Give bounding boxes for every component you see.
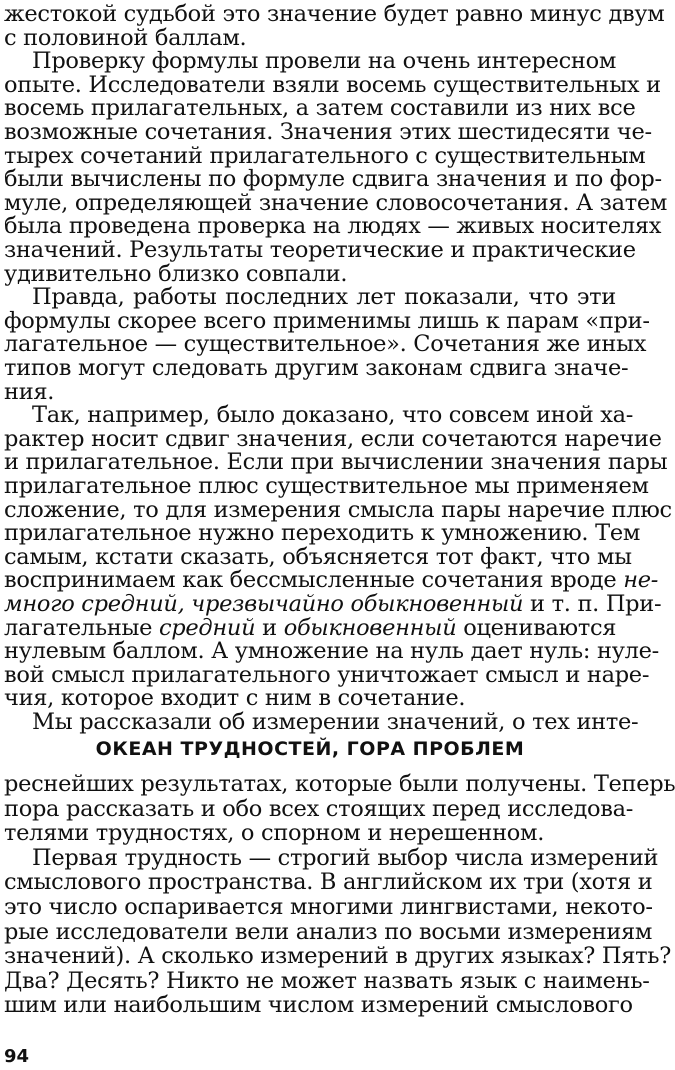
text-line: возможные сочетания. Значения этих шестидесяти че- — [4, 119, 652, 145]
text-line: Первая трудность — строгий выбор числа измерений — [32, 844, 659, 871]
text-line: были вычислены по формуле сдвига значения и по фор- — [4, 166, 662, 193]
text-line: муле, определяющей значение словосочетания. А затем — [4, 189, 668, 216]
text-line: нулевым баллом. А умножение на нуль дает нуль: нуле- — [4, 638, 659, 665]
text-line: типов могут следовать другим законам сдвига значе- — [4, 355, 629, 381]
text-line: формулы скорее всего применимы лишь к парам «при- — [4, 307, 650, 334]
italic-run: не- — [623, 567, 659, 594]
text-line: рактер носит сдвиг значения, если сочетаются наречие — [4, 425, 662, 452]
text-line: Так, например, было доказано, что совсем иной ха- — [32, 402, 634, 429]
text-line: вой смысл прилагательного уничтожает смысл и наре- — [4, 661, 650, 688]
text-line: с половиной баллам. — [4, 24, 247, 51]
text-line: прилагательное нужно переходить к умножению. Тем — [4, 520, 641, 547]
text-line: Мы рассказали об измерении значений, о тех инте- — [32, 709, 639, 735]
text-line: пора рассказать и обо всех стоящих перед исследова- — [4, 795, 634, 822]
text-run: и — [255, 614, 284, 641]
italic-run: обыкновенный — [283, 614, 457, 641]
text-line: реснейших результатах, которые были получены. Теперь — [4, 771, 675, 797]
text-line: опыте. Исследователи взяли восемь существительных и — [4, 71, 661, 98]
italic-run: средний — [159, 614, 256, 641]
text-line: Два? Десять? Никто не может назвать язык с наимень- — [4, 967, 650, 994]
text-line: Проверку формулы провели на очень интересном — [32, 48, 617, 75]
text-line: Правда, работы последних лет показали, что эти — [32, 284, 616, 311]
text-line: и прилагательное. Если при вычислении значения пары — [4, 449, 668, 476]
text-line: сложение, то для измерения смысла пары наречие плюс — [4, 496, 672, 523]
text-line: значений. Результаты теоретические и практические — [4, 237, 636, 263]
text-line: значений). А сколько измерений в других языках? Пять? — [4, 943, 671, 970]
text-line: тырех сочетаний прилагательного с существительным — [4, 142, 646, 169]
text-line: восемь прилагательных, а затем составили из них все — [4, 95, 636, 122]
text-line: шим или наибольшим числом измерений смыслового — [4, 992, 633, 1019]
text-line: телями трудностях, о спорном и нерешенном. — [4, 820, 545, 847]
text-line: самым, кстати сказать, объясняется тот факт, что мы — [4, 543, 632, 570]
page-number: 94 — [4, 1046, 30, 1067]
text-line: была проведена проверка на людях — живых носителях — [4, 213, 662, 240]
section-heading: ОКЕАН ТРУДНОСТЕЙ, ГОРА ПРОБЛЕМ — [95, 738, 525, 760]
text-run: воспринимаем как бессмысленные сочетания вроде — [4, 567, 624, 594]
text-line: лагательное — существительное». Сочетания же иных — [4, 331, 647, 358]
text-run: и т. п. При- — [523, 591, 662, 617]
text-line: смыслового пространства. В английском их три (хотя и — [4, 869, 653, 896]
text-line: жестокой судьбой это значение будет равно минус двум — [4, 1, 665, 27]
text-line: ния. — [4, 378, 55, 405]
text-line: прилагательное плюс существительное мы применяем — [4, 473, 649, 499]
text-line: удивительно близко совпали. — [4, 260, 348, 287]
text-run: лагательные — [4, 614, 159, 641]
text-line: чия, которое входит с ним в сочетание. — [4, 685, 466, 712]
text-line: это число оспаривается многими лингвистами, некото- — [4, 894, 653, 920]
text-line: рые исследователи вели анализ по восьми измерениям — [4, 918, 653, 945]
italic-run: много средний, чрезвычайно обыкновенный — [4, 591, 524, 617]
text-run: оцениваются — [456, 614, 617, 641]
